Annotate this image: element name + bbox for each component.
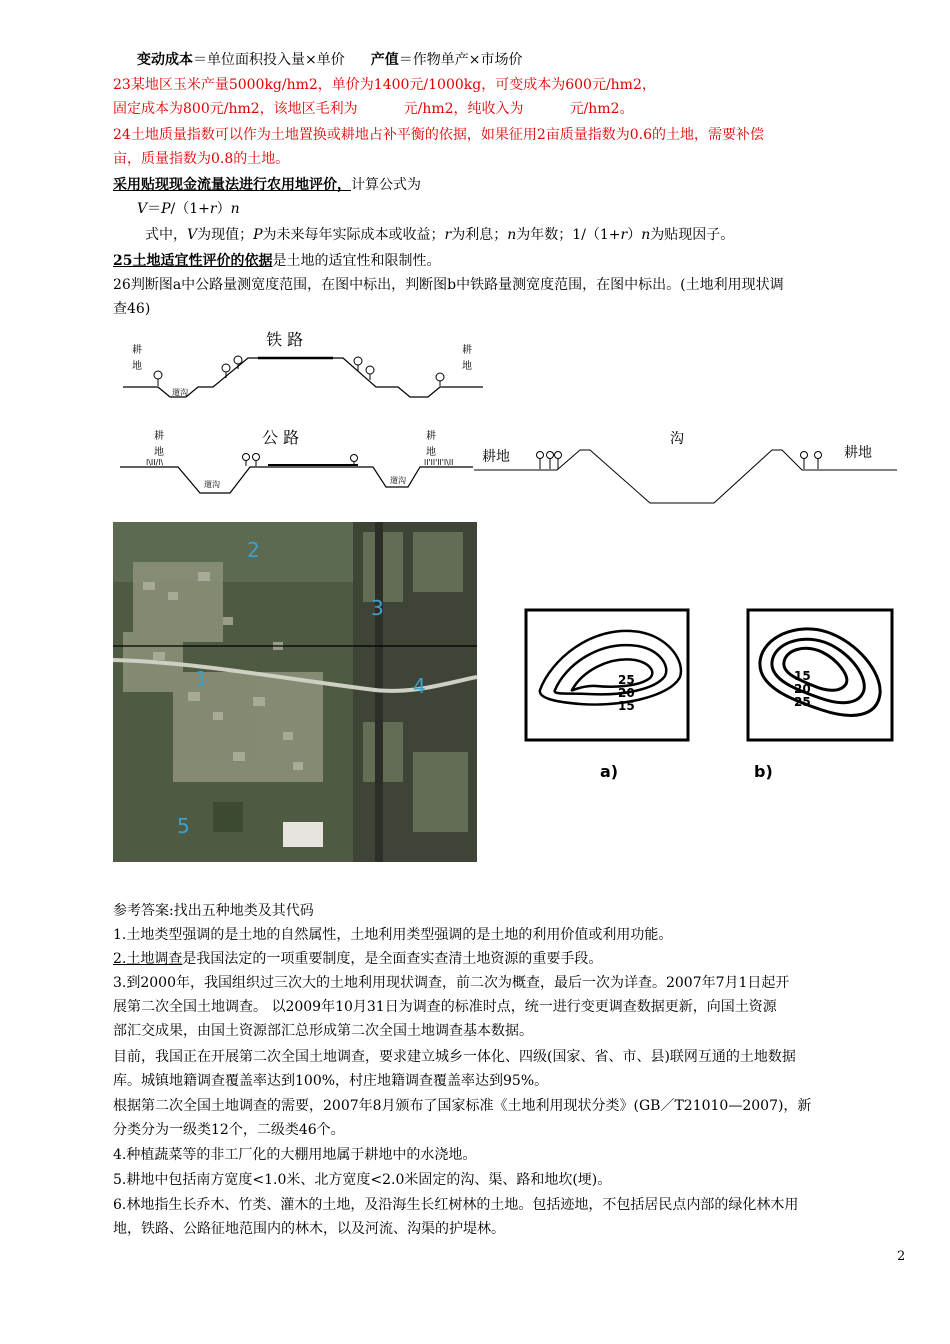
formula-v: V — [137, 201, 148, 217]
ditch-right-label: 耕地 — [844, 445, 872, 461]
contour-a-caption: a) — [600, 762, 619, 781]
q23-part-c: 元/hm2。 — [569, 101, 634, 117]
expl-4: 为利息； — [451, 227, 508, 243]
railway-left-label-2: 地 — [132, 361, 142, 372]
q23-part-a: 固定成本为800元/hm2，该地区毛利为 — [113, 101, 358, 117]
question-23-line2 — [113, 98, 633, 120]
railway-left-label-1: 耕 — [132, 345, 142, 356]
highway-cross-section — [118, 425, 478, 500]
aerial-photo — [113, 522, 477, 862]
expl-v: V — [187, 227, 198, 243]
highway-field-hatching-right: ll'll'll'l\ll — [424, 458, 454, 467]
formula-eq: ＝ — [147, 201, 162, 217]
question-24-line1: 24土地质量指数可以作为土地置换或耕地占补平衡的依据，如果征用2亩质量指数为0.6的土地，需要补偿 — [113, 127, 764, 143]
highway-title: 公 路 — [262, 428, 300, 447]
expl-3: 为未来每年实际成本或收益； — [262, 227, 445, 243]
expl-2: 为现值； — [197, 227, 254, 243]
term-variable-cost: 变动成本 — [137, 52, 193, 68]
photo-label-1: 1 — [195, 667, 208, 691]
answer-current-line2: 库。城镇地籍调查覆盖率达到100%，村庄地籍调查覆盖率达到95%。 — [113, 1073, 549, 1089]
photo-label-2: 2 — [247, 538, 260, 562]
answer-5: 5.耕地中包括南方宽度<1.0米、北方宽度<2.0米固定的沟、渠、路和地坎(埂)。 — [113, 1172, 612, 1188]
q23-part-b: 元/hm2，纯收入为 — [403, 101, 524, 117]
railway-title: 铁 路 — [266, 330, 304, 349]
question-26-line1: 26判断图a中公路量测宽度范围，在图中标出，判断图b中铁路量测宽度范围，在图中标出。(土地利用现状调 — [113, 277, 784, 293]
ditch-title: 沟 — [670, 431, 684, 447]
cost-formula: ＝单位面积投入量×单价 — [193, 52, 345, 68]
ditch-cross-section — [472, 425, 902, 510]
answer-3-line3: 部汇交成果，由国土资源部汇总形成第二次全国土地调查基本数据。 — [113, 1023, 533, 1039]
contour-b-caption: b) — [754, 762, 773, 781]
highway-right-label-1: 耕 — [426, 431, 436, 442]
expl-7: 为贴现因子。 — [650, 227, 735, 243]
expl-r: r — [444, 227, 452, 243]
contour-a-label-15: 15 — [618, 699, 635, 713]
contour-figure-b — [742, 602, 902, 787]
expl-n: n — [507, 227, 517, 243]
question-24-line2: 亩，质量指数为0.8的土地。 — [113, 151, 290, 167]
contour-a-label-20: 20 — [618, 686, 635, 700]
answer-4: 4.种植蔬菜等的非工厂化的大棚用地属于耕地中的水浇地。 — [113, 1147, 477, 1163]
answer-standard-line2: 分类分为一级类12个，二级类46个。 — [113, 1122, 345, 1138]
expl-p: P — [253, 227, 263, 243]
highway-left-label-1: 耕 — [154, 431, 164, 442]
highway-ditch-right-label: 遛沟 — [390, 476, 406, 485]
answer-2-term: 2.土地调查 — [113, 951, 183, 967]
answer-3-line1: 3.到2000年，我国组织过三次大的土地利用现状调查，前二次为概查，最后一次为详查。2007年7月1日起开 — [113, 975, 790, 991]
contour-figure-a — [520, 602, 700, 787]
question-25 — [113, 250, 440, 272]
answer-3-line2: 展第二次全国土地调查。 以2009年10月31日为调查的标准时点，统一进行变更调查数据更新，向国土资源 — [113, 999, 777, 1015]
question-23-line1: 23某地区玉米产量5000kg/hm2，单价为1400元/1000kg，可变成本为600元/hm2， — [113, 77, 656, 93]
formula-r: r — [209, 201, 217, 217]
formula-mid: /（1+ — [170, 201, 210, 217]
expl-6: ） — [627, 227, 642, 243]
contour-b-label-25: 25 — [794, 695, 811, 709]
dcf-title: 采用贴现现金流量法进行农用地评价， — [113, 177, 351, 193]
formula-n: n — [230, 201, 240, 217]
highway-right-label-2: 地 — [426, 447, 436, 458]
formula-p: P — [161, 201, 171, 217]
highway-left-label-2: 地 — [154, 447, 164, 458]
answer-2 — [113, 948, 602, 970]
railway-right-label-2: 地 — [462, 361, 472, 372]
term-output-value: 产值 — [370, 52, 399, 68]
photo-label-4: 4 — [413, 674, 426, 698]
q25-text: 是土地的适宜性和限制性。 — [272, 253, 441, 269]
answer-current-line1: 目前，我国正在开展第二次全国土地调查，要求建立城乡一体化、四级(国家、省、市、县)联网互通的土地数据 — [113, 1049, 796, 1065]
dcf-explanation — [145, 224, 734, 246]
output-formula: ＝作物单产×市场价 — [398, 52, 523, 68]
railway-cross-section — [118, 325, 488, 405]
dcf-intro: 计算公式为 — [351, 177, 421, 193]
answer-standard-line1: 根据第二次全国土地调查的需要，2007年8月颁布了国家标准《土地利用现状分类》(GB／T21010—2007)，新 — [113, 1098, 812, 1114]
dcf-formula — [137, 198, 240, 220]
railway-ditch-label: 遛沟 — [172, 388, 188, 397]
formula-line-cost — [137, 49, 522, 71]
photo-label-3: 3 — [371, 596, 384, 620]
question-26-line2: 查46) — [113, 301, 151, 317]
expl-1: 式中， — [145, 227, 187, 243]
page-number: 2 — [897, 1249, 906, 1264]
q25-title: 25土地适宜性评价的依据 — [113, 253, 273, 269]
highway-field-hatching-left: l\II/l\ — [146, 458, 164, 467]
photo-label-5: 5 — [177, 814, 190, 838]
formula-close: ） — [216, 201, 231, 217]
contour-b-label-15: 15 — [794, 669, 811, 683]
dcf-heading — [113, 174, 421, 196]
contour-b-label-20: 20 — [794, 682, 811, 696]
highway-ditch-left-label: 遛沟 — [204, 480, 220, 489]
answer-1: 1.土地类型强调的是土地的自然属性，土地利用类型强调的是土地的利用价值或利用功能。 — [113, 927, 673, 943]
railway-right-label-1: 耕 — [462, 345, 472, 356]
contour-a-label-25: 25 — [618, 673, 635, 687]
expl-r2: r — [620, 227, 628, 243]
expl-n2: n — [641, 227, 651, 243]
answer-heading: 参考答案:找出五种地类及其代码 — [113, 903, 314, 919]
answer-6-line2: 地，铁路、公路征地范围内的林木，以及河流、沟渠的护堤林。 — [113, 1221, 505, 1237]
expl-5: 为年数；1/（1+ — [516, 227, 621, 243]
answer-2-text: 是我国法定的一项重要制度，是全面查实查清土地资源的重要手段。 — [182, 951, 603, 967]
answer-6-line1: 6.林地指生长乔木、竹类、灌木的土地，及沿海生长红树林的土地。包括迹地，不包括居民点内部的绿化林木用 — [113, 1197, 799, 1213]
ditch-left-label: 耕地 — [482, 449, 510, 465]
